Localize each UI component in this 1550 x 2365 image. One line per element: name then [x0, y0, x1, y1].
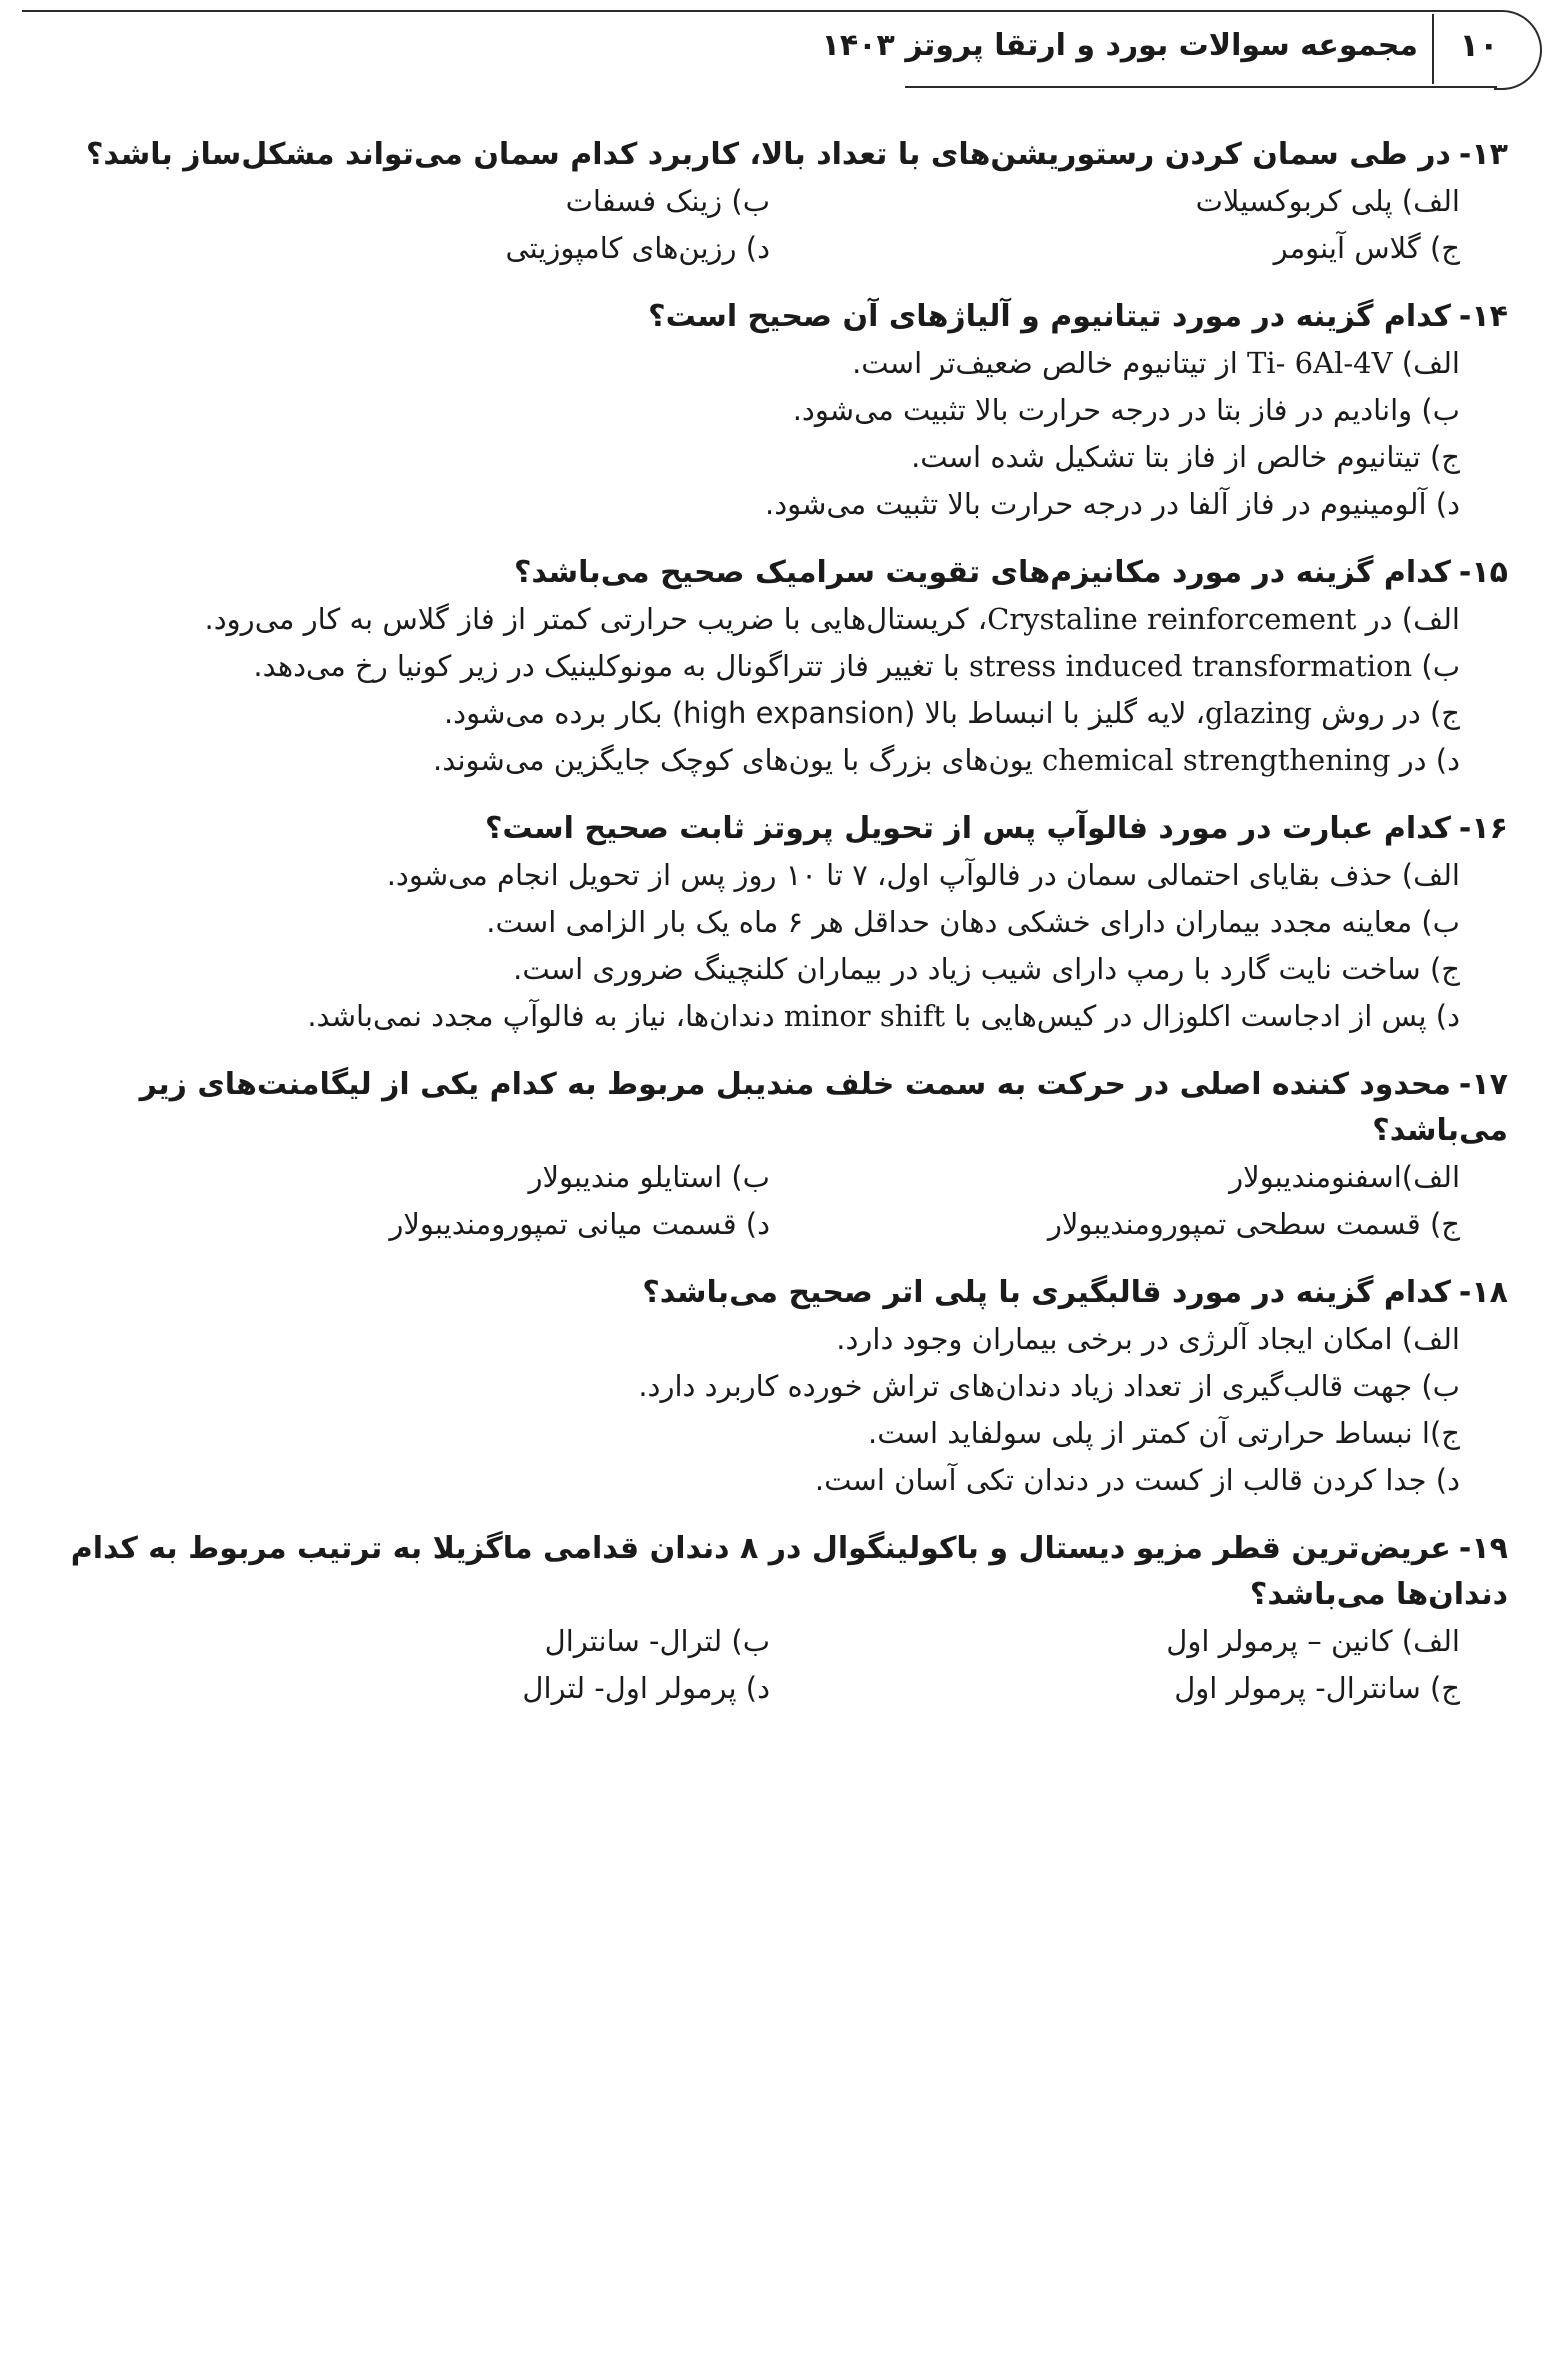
options-list — [28, 1316, 1508, 1504]
option-latin-term: stress induced transformation — [968, 649, 1413, 683]
question-stem — [28, 1062, 1508, 1154]
question-number: ۱۳- — [1458, 137, 1508, 172]
option-a: الف) کانین – پرمولر اول — [1166, 1624, 1460, 1658]
option-a — [28, 596, 1460, 643]
option-text: با تغییر فاز تتراگونال به مونوکلینیک در زیر کونیا رخ می‌دهد. — [253, 649, 969, 683]
question-13 — [28, 132, 1508, 272]
option-b: ب) لترال- سانترال — [544, 1624, 770, 1658]
option-d: د) پرمولر اول- لترال — [522, 1671, 770, 1705]
option-c: ج) قسمت سطحی تمپورومندیبولار — [1047, 1207, 1460, 1241]
option-a — [28, 340, 1460, 387]
option-c: ج) ساخت نایت گارد با رمپ دارای شیب زیاد در بیماران کلنچینگ ضروری است. — [513, 952, 1460, 986]
option-text: دندان‌ها، نیاز به فالوآپ مجدد نمی‌باشد. — [307, 999, 784, 1033]
option-text: ج) در روش — [1311, 696, 1460, 730]
option-text: از تیتانیوم خالص ضعیف‌تر است. — [852, 346, 1248, 380]
question-number: ۱۸- — [1458, 1275, 1508, 1310]
option-text: ، لایه گلیز با انبساط بالا (high expansion) بکار برده می‌شود. — [443, 696, 1206, 730]
question-text: کدام گزینه در مورد مکانیزم‌های تقویت سرامیک صحیح می‌باشد؟ — [513, 555, 1451, 590]
page-number: ۱۰ — [1459, 26, 1499, 64]
option-a: الف) امکان ایجاد آلرژی در برخی بیماران وجود دارد. — [836, 1322, 1460, 1356]
question-number: ۱۷- — [1458, 1067, 1508, 1102]
option-latin-term: glazing — [1205, 696, 1312, 730]
question-text: در طی سمان کردن رستوریشن‌های با تعداد بالا، کاربرد کدام سمان می‌تواند مشکل‌ساز باشد؟ — [85, 137, 1451, 172]
option-c: ج) گلاس آینومر — [1273, 231, 1460, 265]
option-b: ب) جهت قالب‌گیری از تعداد زیاد دندان‌های تراش خورده کاربرد دارد. — [638, 1369, 1460, 1403]
options-grid — [28, 178, 1508, 272]
question-stem — [28, 132, 1508, 178]
option-c: ج) سانترال- پرمولر اول — [1174, 1671, 1460, 1705]
option-text: الف) در — [1356, 602, 1460, 636]
question-18 — [28, 1270, 1508, 1504]
question-number: ۱۹- — [1458, 1531, 1508, 1566]
options-list — [28, 340, 1508, 528]
option-text: ب) — [1412, 649, 1460, 683]
option-latin-term: Ti- 6Al-4V — [1247, 346, 1393, 380]
question-text: کدام گزینه در مورد تیتانیوم و آلیاژهای آن صحیح است؟ — [648, 299, 1451, 334]
question-stem — [28, 1270, 1508, 1316]
question-stem — [28, 294, 1508, 340]
header-divider — [1432, 14, 1434, 84]
option-d — [28, 993, 1460, 1040]
option-text: ، کریستال‌هایی با ضریب حرارتی کمتر از فاز گلاس به کار می‌رود. — [204, 602, 988, 636]
option-d: د) رزین‌های کامپوزیتی — [505, 231, 770, 265]
question-number: ۱۶- — [1458, 811, 1508, 846]
option-a: الف)اسفنومندیبولار — [1229, 1160, 1460, 1194]
question-stem — [28, 550, 1508, 596]
page-header — [0, 0, 1550, 100]
question-17 — [28, 1062, 1508, 1248]
header-bottom-rule — [905, 86, 1497, 88]
option-text: یون‌های بزرگ با یون‌های کوچک جایگزین می‌شوند. — [433, 743, 1043, 777]
option-latin-term: chemical strengthening — [1042, 743, 1391, 777]
option-b: ب) زینک فسفات — [565, 184, 770, 218]
header-top-rule — [22, 10, 1496, 12]
question-16 — [28, 806, 1508, 1040]
option-d: د) آلومینیوم در فاز آلفا در درجه حرارت بالا تثبیت می‌شود. — [765, 487, 1460, 521]
question-14 — [28, 294, 1508, 528]
options-grid — [28, 1618, 1508, 1712]
options-list — [28, 596, 1508, 784]
question-15 — [28, 550, 1508, 784]
question-number: ۱۴- — [1458, 299, 1508, 334]
option-b: ب) معاینه مجدد بیماران دارای خشکی دهان حداقل هر ۶ ماه یک بار الزامی است. — [486, 905, 1460, 939]
options-grid — [28, 1154, 1508, 1248]
option-latin-term: Crystaline reinforcement — [987, 602, 1357, 636]
question-stem — [28, 806, 1508, 852]
question-list — [28, 132, 1508, 1734]
option-a: الف) حذف بقایای احتمالی سمان در فالوآپ اول، ۷ تا ۱۰ روز پس از تحویل انجام می‌شود. — [386, 858, 1460, 892]
question-text: عریض‌ترین قطر مزیو دیستال و باکولینگوال در ۸ دندان قدامی ماگزیلا به ترتیب مربوط به کدام دندان‌ها می‌باشد؟ — [70, 1531, 1508, 1612]
option-b: ب) وانادیم در فاز بتا در درجه حرارت بالا تثبیت می‌شود. — [792, 393, 1460, 427]
option-b: ب) استایلو مندیبولار — [528, 1160, 770, 1194]
option-text: الف) — [1392, 346, 1460, 380]
option-text: د) در — [1390, 743, 1460, 777]
options-list — [28, 852, 1508, 1040]
question-number: ۱۵- — [1458, 555, 1508, 590]
option-c: ج)ا نبساط حرارتی آن کمتر از پلی سولفاید است. — [868, 1416, 1460, 1450]
option-d: د) قسمت میانی تمپورومندیبولار — [389, 1207, 770, 1241]
option-d: د) جدا کردن قالب از کست در دندان تکی آسان است. — [814, 1463, 1460, 1497]
option-a: الف) پلی کربوکسیلات — [1195, 184, 1460, 218]
option-d — [28, 737, 1460, 784]
running-title: مجموعه سوالات بورد و ارتقا پروتز ۱۴۰۳ — [821, 28, 1418, 63]
option-c — [28, 690, 1460, 737]
question-19 — [28, 1526, 1508, 1712]
question-stem — [28, 1526, 1508, 1618]
question-text: محدود کننده اصلی در حرکت به سمت خلف مندیبل مربوط به کدام یکی از لیگامنت‌های زیر می‌باشد؟ — [139, 1067, 1508, 1148]
question-text: کدام عبارت در مورد فالوآپ پس از تحویل پروتز ثابت صحیح است؟ — [485, 811, 1451, 846]
option-latin-term: minor shift — [783, 999, 946, 1033]
option-text: د) پس از ادجاست اکلوزال در کیس‌هایی با — [945, 999, 1460, 1033]
option-c: ج) تیتانیوم خالص از فاز بتا تشکیل شده است. — [911, 440, 1460, 474]
question-text: کدام گزینه در مورد قالبگیری با پلی اتر صحیح می‌باشد؟ — [642, 1275, 1451, 1310]
option-b — [28, 643, 1460, 690]
